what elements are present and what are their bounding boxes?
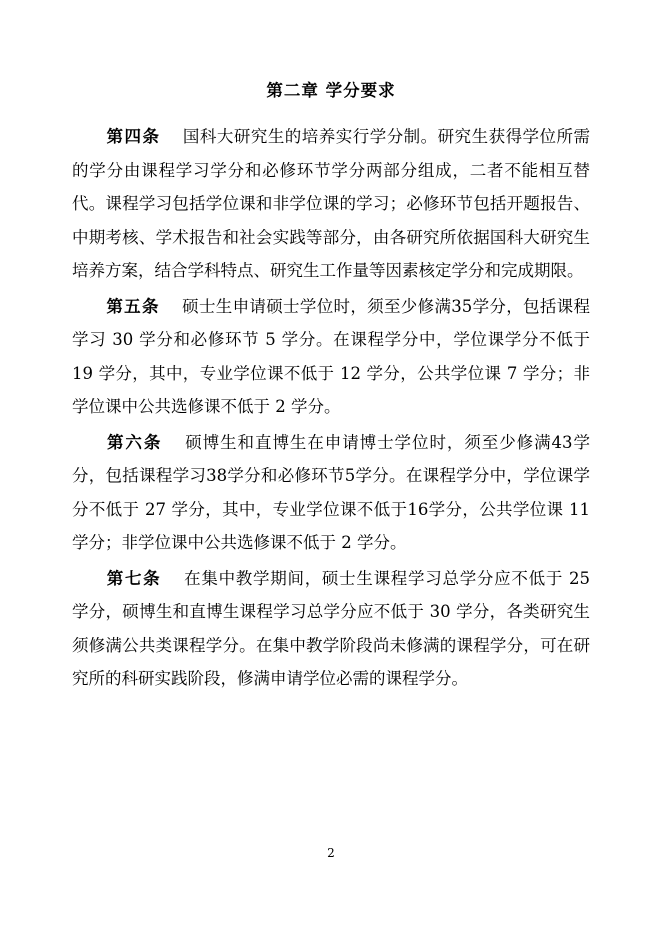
paragraph-article-6 [72,426,590,560]
page-title: 第二章 学分要求 [266,81,396,100]
article-label: 第六条 [106,432,163,452]
paragraph-article-7 [72,562,590,696]
article-text: 在集中教学期间，硕士生课程学习总学分应不低于 25 学分，硕博生和直博生课程学习总学分应不低于 30 学分，各类研究生须修满公共类课程学分。在集中教学阶段尚未修满的课程学分，可在研究所的科研实践阶段，修满申请学位必需的课程学分。 [72,568,591,689]
article-text: 国科大研究生的培养实行学分制。研究生获得学位所需的学分由课程学习学分和必修环节学分两部分组成，二者不能相互替代。课程学习包括学位课和非学位课的学习；必修环节包括开题报告、中期考核、学术报告和社会实践等部分，由各研究所依据国科大研究生培养方案，结合学科特点、研究生工作量等因素核定学分和完成期限。 [72,127,591,281]
article-label: 第四条 [106,127,161,147]
article-text: 硕士生申请硕士学位时，须至少修满35学分，包括课程学习 30 学分和必修环节 5 学分。在课程学分中，学位课学分不低于 19 学分，其中，专业学位课不低于 12 学分，公共学位课 7 学分；非学位课中公共选修课不低于 2 学分。 [72,296,591,417]
paragraph-article-4 [72,120,590,287]
page-number: 2 [327,846,335,860]
article-label: 第五条 [106,296,160,316]
document-body [72,78,590,698]
paragraph-article-5 [72,290,590,424]
article-label: 第七条 [106,568,162,588]
article-text: 硕博生和直博生在申请博士学位时，须至少修满43学分，包括课程学习38学分和必修环节5学分。在课程学分中，学位课学分不低于 27 学分，其中，专业学位课不低于16学分，公共学位课 11 学分；非学位课中公共选修课不低于 2 学分。 [72,432,590,553]
